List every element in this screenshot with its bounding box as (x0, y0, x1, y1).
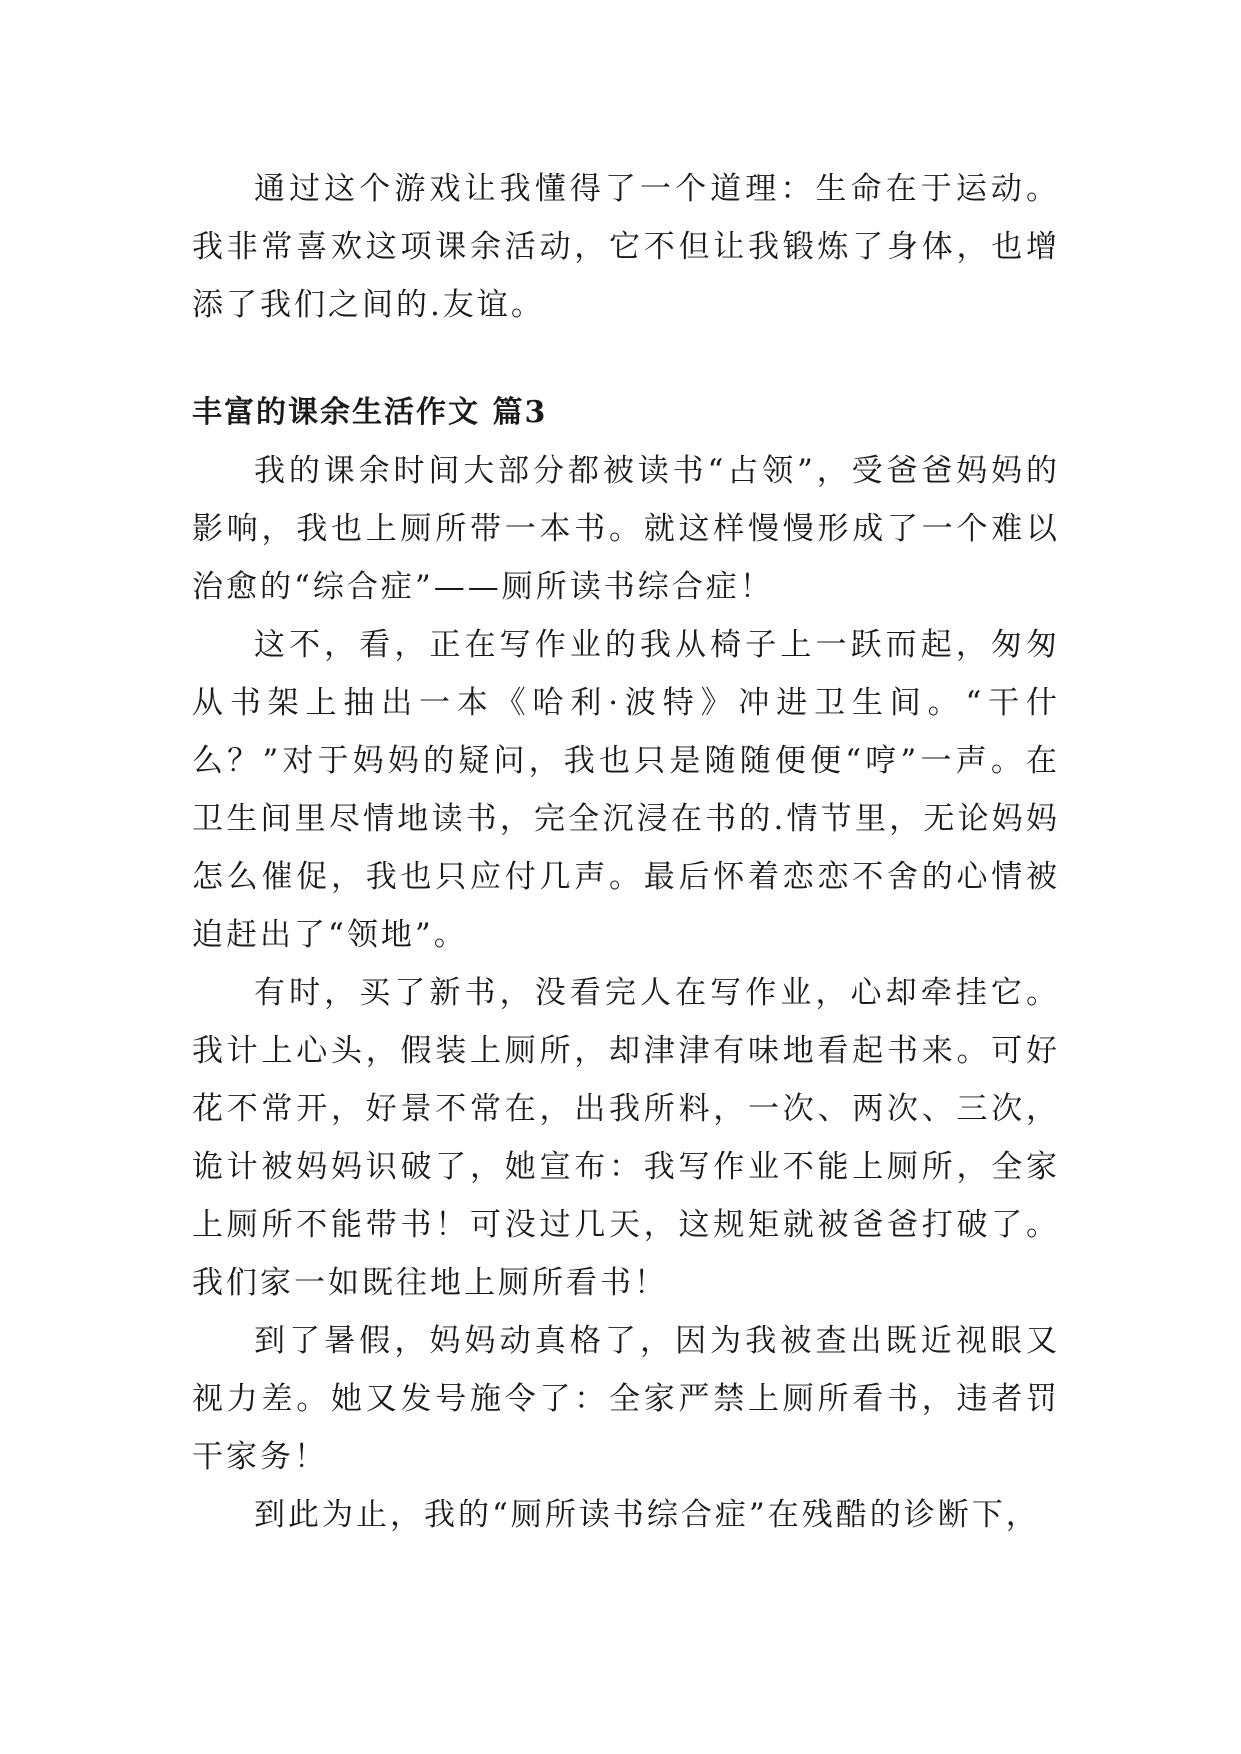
paragraph-summer-vacation: 到了暑假，妈妈动真格了，因为我被查出既近视眼又视力差。她又发号施令了：全家严禁上厕所看书，违者罚干家务！ (192, 1323, 1060, 1475)
section-heading: 丰富的课余生活作文 篇3 (192, 395, 548, 430)
document-page (192, 160, 1060, 1544)
paragraph-reading-syndrome: 我的课余时间大部分都被读书“占领”，受爸爸妈妈的影响，我也上厕所带一本书。就这样慢慢形成了一个难以治愈的“综合症”——厕所读书综合症！ (192, 453, 1060, 605)
paragraph-harry-potter: 这不，看，正在写作业的我从椅子上一跃而起，匆匆从书架上抽出一本《哈利·波特》冲进卫生间。“干什么？”对于妈妈的疑问，我也只是随随便便“哼”一声。在卫生间里尽情地读书，完全沉浸在书的.情节里，无论妈妈怎么催促，我也只应付几声。最后怀着恋恋不舍的心情被迫赶出了“领地”。 (192, 627, 1060, 953)
paragraph-conclusion-start: 到此为止，我的“厕所读书综合症”在残酷的诊断下， (254, 1497, 1040, 1533)
paragraph-game-lesson: 通过这个游戏让我懂得了一个道理：生命在于运动。我非常喜欢这项课余活动，它不但让我锻炼了身体，也增添了我们之间的.友谊。 (192, 171, 1060, 323)
paragraph-new-book: 有时，买了新书，没看完人在写作业，心却牵挂它。我计上心头，假装上厕所，却津津有味地看起书来。可好花不常开，好景不常在，出我所料，一次、两次、三次，诡计被妈妈识破了，她宣布：我写作业不能上厕所，全家上厕所不能带书！可没过几天，这规矩就被爸爸打破了。我们家一如既往地上厕所看书！ (192, 975, 1060, 1301)
